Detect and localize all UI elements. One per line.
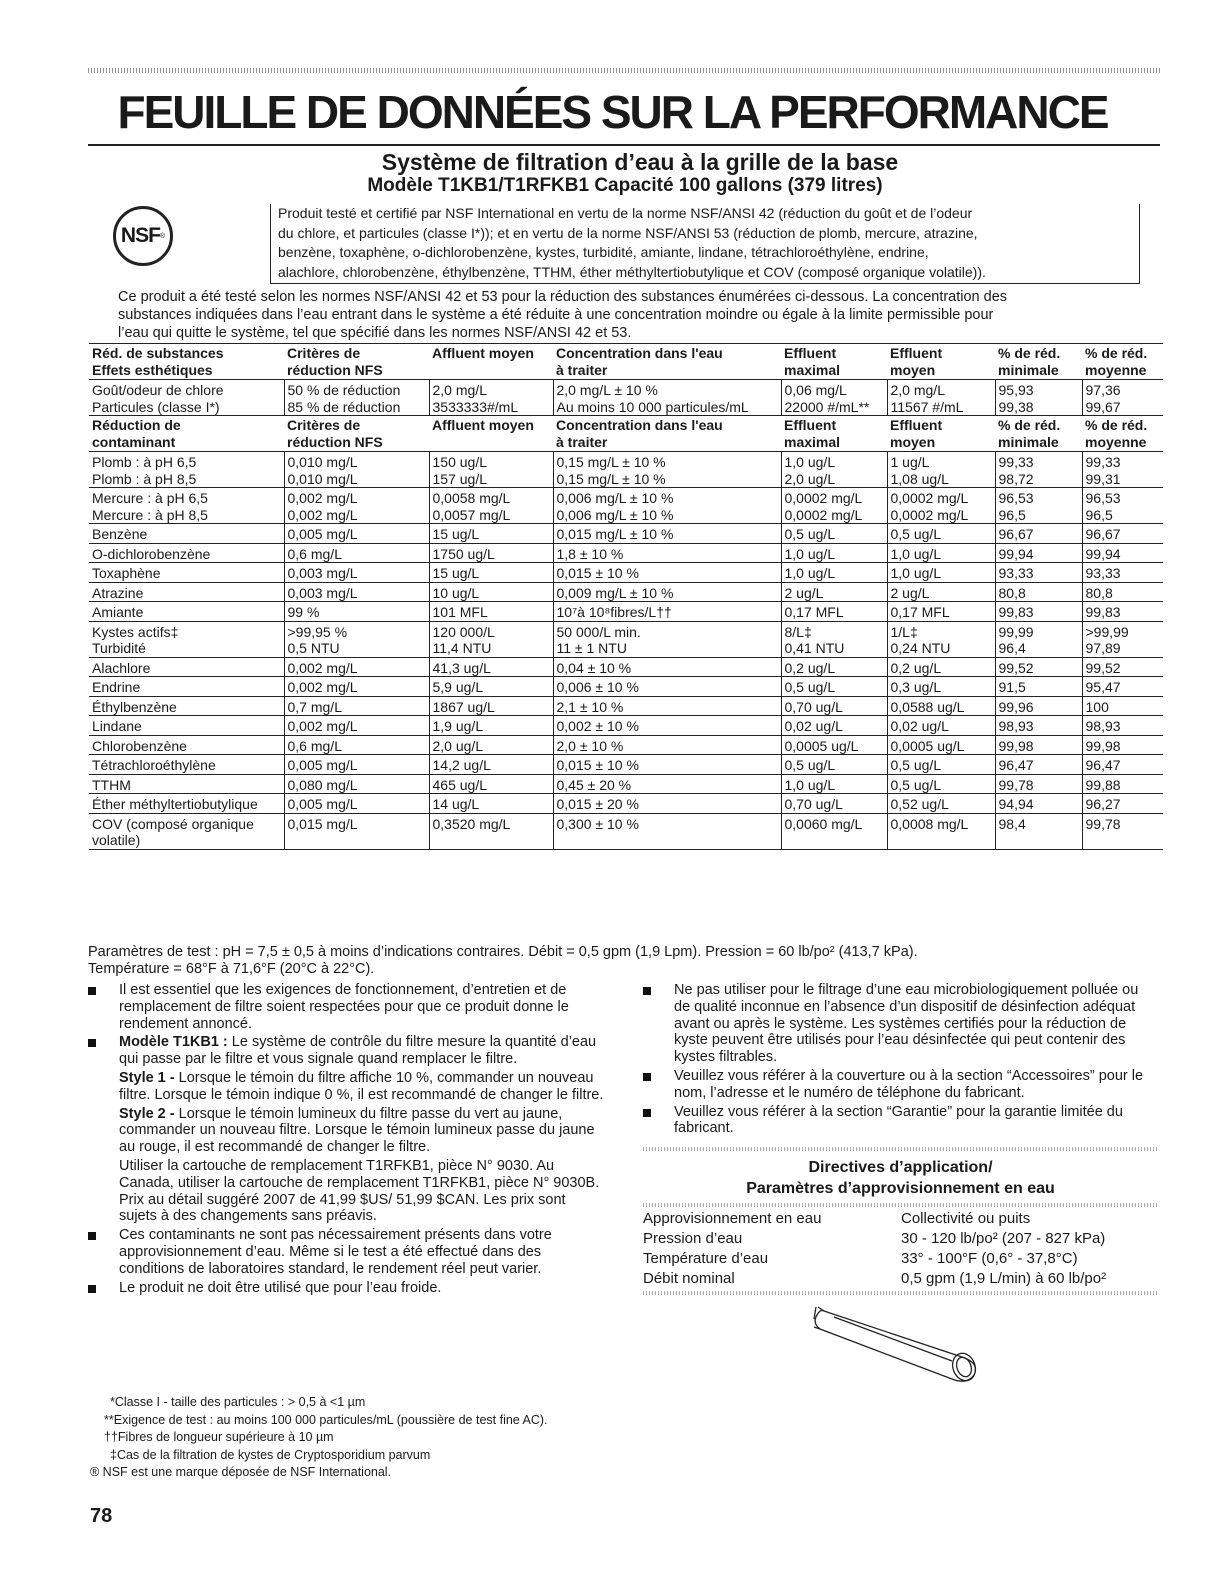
table-cell: 0,002 mg/L bbox=[284, 716, 429, 736]
table-cell: 1,0 ug/L bbox=[781, 774, 887, 794]
table-cell: 0,17 MFL bbox=[781, 602, 887, 622]
table-cell: 99,52 bbox=[1082, 657, 1163, 677]
table-cell: 1,8 ± 10 % bbox=[553, 543, 781, 563]
table-cell: 0,003 mg/L bbox=[284, 582, 429, 602]
table-cell: 14 ug/L bbox=[429, 794, 553, 814]
supply-value: Collectivité ou puits bbox=[901, 1210, 1031, 1228]
footnote: ® NSF est une marque déposée de NSF International. bbox=[90, 1465, 392, 1480]
footnote: ‡Cas de la filtration de kystes de Cryptosporidium parvum bbox=[110, 1447, 431, 1462]
table-cell: 0,002 mg/L bbox=[284, 657, 429, 677]
table-cell: 99,83 bbox=[1082, 602, 1163, 622]
table-cell: 99,33 98,72 bbox=[995, 452, 1082, 488]
column-header: Critères de réduction NFS bbox=[287, 345, 383, 378]
table-cell: 150 ug/L 157 ug/L bbox=[429, 452, 553, 488]
table-cell: Tétrachloroéthylène bbox=[89, 755, 284, 775]
table-cell: 0,002 mg/L 0,002 mg/L bbox=[284, 488, 429, 524]
note-text: Il est essentiel que les exigences de fonctionnement, d’entretien et de remplacement de filtre soient respectées pour que ce produit donne le rendement annoncé. bbox=[119, 982, 569, 1032]
table-cell: >99,99 97,89 bbox=[1082, 621, 1163, 657]
square-bullet-icon bbox=[643, 1073, 651, 1081]
table-cell: 1,0 ug/L bbox=[781, 543, 887, 563]
table-cell: 0,009 mg/L ± 10 % bbox=[553, 582, 781, 602]
table-cell: 2,0 mg/L 3533333#/mL bbox=[429, 380, 553, 416]
nsf-logo bbox=[113, 206, 173, 266]
table-cell: 95,47 bbox=[1082, 677, 1163, 697]
table-cell: 0,5 ug/L bbox=[887, 524, 995, 544]
directives-subtitle: Paramètres d’approvisionnement en eau bbox=[746, 1180, 1055, 1198]
table-row bbox=[89, 735, 1163, 755]
table-cell: 10 ug/L bbox=[429, 582, 553, 602]
table-cell: 2,1 ± 10 % bbox=[553, 696, 781, 716]
intro-paragraph bbox=[118, 288, 1163, 342]
nsf-logo-text: NSF bbox=[120, 224, 160, 247]
table-header-row bbox=[89, 416, 1163, 452]
table-cell: 99,33 99,31 bbox=[1082, 452, 1163, 488]
table-cell: 99 % bbox=[284, 602, 429, 622]
table-cell: 99,83 bbox=[995, 602, 1082, 622]
table-cell: 0,52 ug/L bbox=[887, 794, 995, 814]
performance-table bbox=[89, 343, 1163, 850]
intro-line: l’eau qui quitte le système, tel que spécifié dans les normes NSF/ANSI 42 et 53. bbox=[118, 325, 632, 341]
certification-line: benzène, toxaphène, o-dichlorobenzène, kystes, turbidité, amiante, lindane, tétrachloroéthylène, endrine, bbox=[278, 244, 929, 260]
table-cell: 0,0002 mg/L 0,0002 mg/L bbox=[887, 488, 995, 524]
table-cell: 0,06 mg/L 22000 #/mL** bbox=[781, 380, 887, 416]
table-cell: 0,70 ug/L bbox=[781, 696, 887, 716]
table-cell: 2,0 ± 10 % bbox=[553, 735, 781, 755]
table-cell: Toxaphène bbox=[89, 563, 284, 583]
table-cell: Chlorobenzène bbox=[89, 735, 284, 755]
supply-value: 0,5 gpm (1,9 L/min) à 60 lb/po² bbox=[901, 1270, 1107, 1288]
table-cell: 2,0 mg/L 11567 #/mL bbox=[887, 380, 995, 416]
table-cell: 0,0060 mg/L bbox=[781, 813, 887, 849]
table-cell: 1,0 ug/L 2,0 ug/L bbox=[781, 452, 887, 488]
footnotes bbox=[90, 1394, 548, 1482]
test-parameters-line: Température = 68°F à 71,6°F (20°C à 22°C). bbox=[88, 961, 375, 977]
table-cell: 0,080 mg/L bbox=[284, 774, 429, 794]
column-header: % de réd. moyenne bbox=[1085, 345, 1148, 378]
certification-box bbox=[270, 204, 1140, 284]
table-cell: 80,8 bbox=[1082, 582, 1163, 602]
supply-label: Approvisionnement en eau bbox=[643, 1210, 822, 1228]
supply-row bbox=[643, 1229, 1158, 1249]
table-cell: 0,002 ± 10 % bbox=[553, 716, 781, 736]
title-rule bbox=[88, 144, 1160, 146]
table-cell: 93,33 bbox=[995, 563, 1082, 583]
table-cell: 96,67 bbox=[995, 524, 1082, 544]
table-cell: 2 ug/L bbox=[781, 582, 887, 602]
table-cell: 1,0 ug/L bbox=[781, 563, 887, 583]
table-row bbox=[89, 582, 1163, 602]
table-header-row bbox=[89, 344, 1163, 380]
column-header: Effluent maximal bbox=[784, 417, 841, 450]
table-cell: 0,02 ug/L bbox=[781, 716, 887, 736]
nsf-logo-reg: ® bbox=[159, 232, 166, 240]
table-cell: 99,94 bbox=[1082, 543, 1163, 563]
table-cell: 0,015 ± 10 % bbox=[553, 755, 781, 775]
table-cell: 1,0 ug/L bbox=[887, 543, 995, 563]
left-notes-column bbox=[88, 982, 606, 1298]
table-row bbox=[89, 774, 1163, 794]
table-row bbox=[89, 563, 1163, 583]
table-row bbox=[89, 524, 1163, 544]
table-cell: 15 ug/L bbox=[429, 563, 553, 583]
supply-label: Pression d’eau bbox=[643, 1230, 743, 1248]
note-text: Lorsque le témoin lumineux du filtre passe du vert au jaune, commander un nouveau filtre. Lorsque le témoin lumineux passe du jaune au rouge, il est recommandé de changer le filtre. bbox=[119, 1105, 595, 1156]
table-cell: 91,5 bbox=[995, 677, 1082, 697]
table-cell: 98,93 bbox=[995, 716, 1082, 736]
table-cell: 0,015 mg/L ± 10 % bbox=[553, 524, 781, 544]
table-cell: 0,5 ug/L bbox=[887, 774, 995, 794]
table-cell: 99,52 bbox=[995, 657, 1082, 677]
table-cell: 99,99 96,4 bbox=[995, 621, 1082, 657]
table-cell: 15 ug/L bbox=[429, 524, 553, 544]
table-cell: 0,5 ug/L bbox=[887, 755, 995, 775]
certification-line: alachlore, chlorobenzène, éthylbenzène, TTHM, éther méthyltertiobutylique et COV (composé organique volatile)). bbox=[278, 263, 986, 280]
table-cell: 14,2 ug/L bbox=[429, 755, 553, 775]
table-cell: 1,9 ug/L bbox=[429, 716, 553, 736]
table-cell: 98,93 bbox=[1082, 716, 1163, 736]
column-header: Affluent moyen bbox=[432, 345, 534, 361]
table-cell: Kystes actifs‡ Turbidité bbox=[89, 621, 284, 657]
table-cell: 0,006 mg/L ± 10 % 0,006 mg/L ± 10 % bbox=[553, 488, 781, 524]
table-cell: >99,95 % 0,5 NTU bbox=[284, 621, 429, 657]
column-header: % de réd. minimale bbox=[998, 345, 1061, 378]
column-header: % de réd. minimale bbox=[998, 417, 1061, 450]
table-cell: 0,006 ± 10 % bbox=[553, 677, 781, 697]
style-1-note bbox=[88, 1070, 606, 1104]
system-subtitle: Système de filtration d’eau à la grille de la base bbox=[381, 149, 899, 175]
table-cell: 99,94 bbox=[995, 543, 1082, 563]
table-cell: 96,27 bbox=[1082, 794, 1163, 814]
note-label: Modèle T1KB1 : bbox=[119, 1034, 228, 1051]
table-cell: 0,005 mg/L bbox=[284, 524, 429, 544]
table-cell: 41,3 ug/L bbox=[429, 657, 553, 677]
column-header: Concentration dans l'eau à traiter bbox=[556, 417, 723, 450]
note-text: Ces contaminants ne sont pas nécessairement présents dans votre approvisionnement d’eau. Même si le test a été effectué dans des conditions de laboratoires standard, le rendement réel peut varier. bbox=[119, 1227, 552, 1277]
table-cell: 96,53 96,5 bbox=[995, 488, 1082, 524]
table-cell: 0,7 mg/L bbox=[284, 696, 429, 716]
directives-title: Directives d’application/ bbox=[808, 1159, 993, 1177]
note-bullet bbox=[88, 1280, 606, 1297]
table-cell: 0,3 ug/L bbox=[887, 677, 995, 697]
table-cell: 0,02 ug/L bbox=[887, 716, 995, 736]
column-header: % de réd. moyenne bbox=[1085, 417, 1148, 450]
square-bullet-icon bbox=[643, 1109, 651, 1117]
style-2-note bbox=[88, 1106, 606, 1156]
table-cell: Éthylbenzène bbox=[89, 696, 284, 716]
table-cell: 99,96 bbox=[995, 696, 1082, 716]
table-cell: 96,53 96,5 bbox=[1082, 488, 1163, 524]
note-text: Veuillez vous référer à la couverture ou à la section “Accessoires” pour le nom, l’adresse et le numéro de téléphone du fabricant. bbox=[674, 1067, 1144, 1101]
table-cell: 0,70 ug/L bbox=[781, 794, 887, 814]
note-bullet bbox=[88, 982, 606, 1032]
table-cell: 5,9 ug/L bbox=[429, 677, 553, 697]
table-cell: 1867 ug/L bbox=[429, 696, 553, 716]
table-cell: 99,88 bbox=[1082, 774, 1163, 794]
table-cell: Alachlore bbox=[89, 657, 284, 677]
column-header: Effluent moyen bbox=[890, 345, 943, 378]
table-cell: 1750 ug/L bbox=[429, 543, 553, 563]
note-text: Le produit ne doit être utilisé que pour l’eau froide. bbox=[119, 1279, 442, 1296]
table-cell: COV (composé organique volatile) bbox=[89, 813, 284, 849]
table-cell: 0,0005 ug/L bbox=[781, 735, 887, 755]
table-cell: 0,015 mg/L bbox=[284, 813, 429, 849]
table-row bbox=[89, 755, 1163, 775]
note-bullet bbox=[88, 1034, 606, 1068]
table-row bbox=[89, 488, 1163, 524]
table-cell: 0,015 ± 10 % bbox=[553, 563, 781, 583]
top-dotted-strip bbox=[88, 68, 1160, 73]
note-bullet bbox=[643, 1068, 1158, 1102]
right-notes-column bbox=[643, 982, 1158, 1295]
table-cell: 10⁷à 10⁸fibres/L†† bbox=[553, 602, 781, 622]
table-row bbox=[89, 696, 1163, 716]
note-text: Lorsque le témoin du filtre affiche 10 %, commander un nouveau filtre. Lorsque le témoin indique 0 %, il est recommandé de changer le filtre. bbox=[119, 1069, 604, 1103]
table-cell: 0,005 mg/L bbox=[284, 755, 429, 775]
footnote: **Exigence de test : au moins 100 000 particules/mL (poussière de test fine AC). bbox=[104, 1412, 548, 1427]
table-cell: 0,003 mg/L bbox=[284, 563, 429, 583]
table-cell: 97,36 99,67 bbox=[1082, 380, 1163, 416]
intro-line: substances indiquées dans l’eau entrant dans le système a été réduite à une concentration moindre ou égale à la limite permissible pour bbox=[118, 307, 994, 323]
note-text: Veuillez vous référer à la section “Garantie” pour la garantie limitée du fabricant. bbox=[674, 1103, 1123, 1137]
table-row bbox=[89, 657, 1163, 677]
table-cell: 0,300 ± 10 % bbox=[553, 813, 781, 849]
table-cell: 99,78 bbox=[995, 774, 1082, 794]
table-cell: 0,005 mg/L bbox=[284, 794, 429, 814]
table-cell: 50 % de réduction 85 % de réduction bbox=[284, 380, 429, 416]
table-cell: 0,6 mg/L bbox=[284, 735, 429, 755]
table-cell: 0,010 mg/L 0,010 mg/L bbox=[284, 452, 429, 488]
table-cell: 2,0 mg/L ± 10 % Au moins 10 000 particules/mL bbox=[553, 380, 781, 416]
table-cell: 95,93 99,38 bbox=[995, 380, 1082, 416]
table-cell: 94,94 bbox=[995, 794, 1082, 814]
dotted-separator bbox=[643, 1147, 1158, 1151]
column-header: Concentration dans l'eau à traiter bbox=[556, 345, 723, 378]
table-cell: 100 bbox=[1082, 696, 1163, 716]
column-header: Affluent moyen bbox=[432, 417, 534, 433]
supply-row bbox=[643, 1269, 1158, 1289]
square-bullet-icon bbox=[643, 987, 651, 995]
test-parameters bbox=[88, 944, 1168, 978]
note-text: Ne pas utiliser pour le filtrage d’une eau microbiologiquement polluée ou de qualité inconnue en l’absence d’un dispositif de désinfection adéquat avant ou après le système. Les systèmes certifiés pour la réduction de kyste peuvent être utilisés pour l’eau désinfectée qui peut contenir des kystes filtrables. bbox=[674, 982, 1139, 1066]
table-cell: 0,04 ± 10 % bbox=[553, 657, 781, 677]
table-cell: 0,5 ug/L bbox=[781, 524, 887, 544]
table-cell: 0,0008 mg/L bbox=[887, 813, 995, 849]
table-cell: 0,0005 ug/L bbox=[887, 735, 995, 755]
square-bullet-icon bbox=[88, 1039, 96, 1047]
table-row bbox=[89, 794, 1163, 814]
table-row bbox=[89, 813, 1163, 849]
replacement-note: Utiliser la cartouche de remplacement T1RFKB1, pièce N° 9030. Au Canada, utiliser la cartouche de remplacement T1RFKB1, pièce N° 9030B. Prix au détail suggéré 2007 de 41,99 $US/ 51,99 $CAN. Les prix sont sujets à des changements sans préavis. bbox=[119, 1157, 600, 1225]
column-header: Effluent maximal bbox=[784, 345, 841, 378]
table-row bbox=[89, 621, 1163, 657]
table-cell: 99,78 bbox=[1082, 813, 1163, 849]
page-number: 78 bbox=[90, 1505, 113, 1527]
table-cell: 0,0588 ug/L bbox=[887, 696, 995, 716]
dotted-separator bbox=[643, 1291, 1158, 1295]
table-cell: 99,98 bbox=[1082, 735, 1163, 755]
note-label: Style 2 - bbox=[119, 1105, 175, 1122]
table-cell: 101 MFL bbox=[429, 602, 553, 622]
supply-parameters-table bbox=[643, 1209, 1158, 1289]
column-header: Réd. de substances Effets esthétiques bbox=[92, 345, 224, 378]
filter-cartridge-icon bbox=[812, 1305, 992, 1385]
table-cell: Goût/odeur de chlore Particules (classe I*) bbox=[89, 380, 284, 416]
column-header: Effluent moyen bbox=[890, 417, 943, 450]
table-cell: Atrazine bbox=[89, 582, 284, 602]
table-cell: Lindane bbox=[89, 716, 284, 736]
note-bullet bbox=[643, 982, 1158, 1066]
supply-label: Température d’eau bbox=[643, 1250, 769, 1268]
table-cell: Benzène bbox=[89, 524, 284, 544]
square-bullet-icon bbox=[88, 987, 96, 995]
table-row bbox=[89, 677, 1163, 697]
column-header: Critères de réduction NFS bbox=[287, 417, 383, 450]
page-title: FEUILLE DE DONNÉES SUR LA PERFORMANCE bbox=[117, 86, 1108, 138]
table-cell: 1/L‡ 0,24 NTU bbox=[887, 621, 995, 657]
table-row bbox=[89, 543, 1163, 563]
note-bullet bbox=[643, 1104, 1158, 1138]
table-cell: 0,0058 mg/L 0,0057 mg/L bbox=[429, 488, 553, 524]
table-cell: Amiante bbox=[89, 602, 284, 622]
table-cell: O-dichlorobenzène bbox=[89, 543, 284, 563]
table-cell: 1 ug/L 1,08 ug/L bbox=[887, 452, 995, 488]
table-cell: Mercure : à pH 6,5 Mercure : à pH 8,5 bbox=[89, 488, 284, 524]
note-label: Style 1 - bbox=[119, 1069, 175, 1086]
table-cell: 0,17 MFL bbox=[887, 602, 995, 622]
table-cell: 96,47 bbox=[1082, 755, 1163, 775]
table-row bbox=[89, 602, 1163, 622]
note-text: Le système de contrôle du filtre mesure la quantité d’eau qui passe par le filtre et vous signale quand remplacer le filtre. bbox=[119, 1034, 597, 1068]
footnote: ††Fibres de longueur supérieure à 10 µm bbox=[104, 1430, 334, 1445]
table-row bbox=[89, 452, 1163, 488]
table-cell: Endrine bbox=[89, 677, 284, 697]
table-cell: 0,5 ug/L bbox=[781, 755, 887, 775]
table-cell: 80,8 bbox=[995, 582, 1082, 602]
table-cell: 0,3520 mg/L bbox=[429, 813, 553, 849]
certification-line: Produit testé et certifié par NSF International en vertu de la norme NSF/ANSI 42 (réduction du goût et de l’odeur bbox=[278, 205, 973, 221]
table-cell: 0,015 ± 20 % bbox=[553, 794, 781, 814]
model-capacity: Modèle T1KB1/T1RFKB1 Capacité 100 gallons (379 litres) bbox=[367, 175, 883, 196]
table-cell: 8/L‡ 0,41 NTU bbox=[781, 621, 887, 657]
supply-row bbox=[643, 1249, 1158, 1269]
table-cell: 0,2 ug/L bbox=[781, 657, 887, 677]
dotted-separator bbox=[643, 1203, 1158, 1207]
supply-value: 33° - 100°F (0,6° - 37,8°C) bbox=[901, 1250, 1078, 1268]
table-cell: TTHM bbox=[89, 774, 284, 794]
square-bullet-icon bbox=[88, 1232, 96, 1240]
intro-line: Ce produit a été testé selon les normes NSF/ANSI 42 et 53 pour la réduction des substances énumérées ci-dessous. La concentration des bbox=[118, 289, 1008, 305]
note-bullet bbox=[88, 1227, 606, 1277]
table-cell: 2,0 ug/L bbox=[429, 735, 553, 755]
table-row bbox=[89, 380, 1163, 416]
column-header: Réduction de contaminant bbox=[92, 417, 181, 450]
table-cell: 0,15 mg/L ± 10 % 0,15 mg/L ± 10 % bbox=[553, 452, 781, 488]
table-row bbox=[89, 716, 1163, 736]
table-cell: 96,67 bbox=[1082, 524, 1163, 544]
table-cell: 98,4 bbox=[995, 813, 1082, 849]
table-cell: 50 000/L min. 11 ± 1 NTU bbox=[553, 621, 781, 657]
table-cell: 2 ug/L bbox=[887, 582, 995, 602]
table-cell: 0,0002 mg/L 0,0002 mg/L bbox=[781, 488, 887, 524]
table-cell: 0,5 ug/L bbox=[781, 677, 887, 697]
table-cell: 465 ug/L bbox=[429, 774, 553, 794]
test-parameters-line: Paramètres de test : pH = 7,5 ± 0,5 à moins d’indications contraires. Débit = 0,5 gpm (1,9 Lpm). Pression = 60 lb/po² (413,7 kPa). bbox=[88, 944, 918, 960]
table-cell: 0,6 mg/L bbox=[284, 543, 429, 563]
supply-value: 30 - 120 lb/po² (207 - 827 kPa) bbox=[901, 1230, 1106, 1248]
square-bullet-icon bbox=[88, 1285, 96, 1293]
table-cell: 120 000/L 11,4 NTU bbox=[429, 621, 553, 657]
table-cell: 93,33 bbox=[1082, 563, 1163, 583]
table-cell: 0,002 mg/L bbox=[284, 677, 429, 697]
certification-line: du chlore, et particules (classe I*)); et en vertu de la norme NSF/ANSI 53 (réduction de plomb, mercure, atrazine, bbox=[278, 224, 978, 241]
table-cell: Plomb : à pH 6,5 Plomb : à pH 8,5 bbox=[89, 452, 284, 488]
table-cell: 0,2 ug/L bbox=[887, 657, 995, 677]
table-cell: 0,45 ± 20 % bbox=[553, 774, 781, 794]
supply-row bbox=[643, 1209, 1158, 1229]
table-cell: 99,98 bbox=[995, 735, 1082, 755]
table-cell: 96,47 bbox=[995, 755, 1082, 775]
supply-label: Débit nominal bbox=[643, 1270, 735, 1288]
table-cell: 1,0 ug/L bbox=[887, 563, 995, 583]
footnote: *Classe I - taille des particules : > 0,5 à <1 µm bbox=[110, 1395, 366, 1409]
table-cell: Éther méthyltertiobutylique bbox=[89, 794, 284, 814]
